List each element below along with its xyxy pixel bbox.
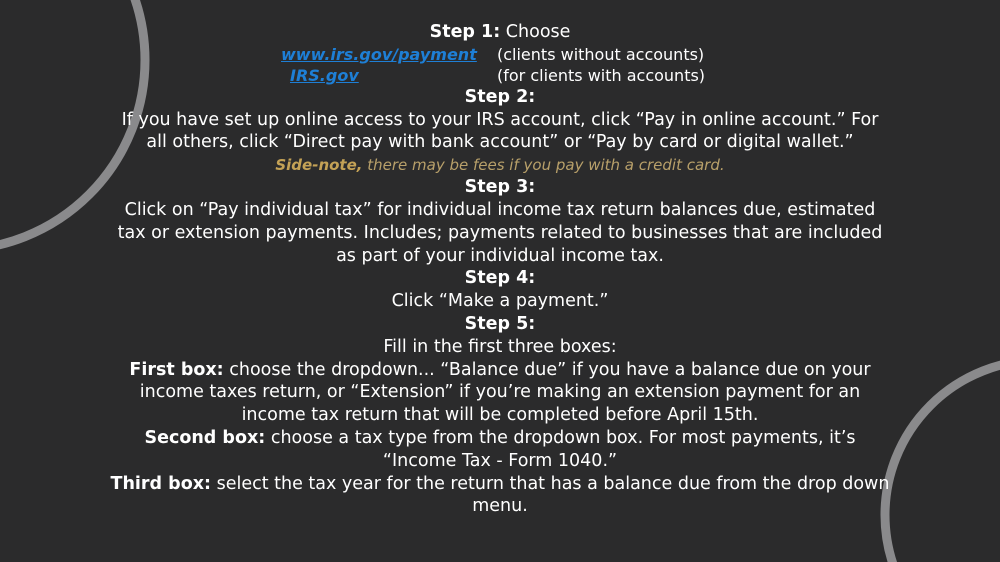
step4-text: Click “Make a payment.” (391, 291, 609, 312)
irs-payment-link[interactable]: www.irs.gov/payment (281, 44, 477, 64)
side-note-text: there may be fees if you pay with a credit card. (362, 156, 725, 175)
second-box-label: Second box: (144, 427, 266, 448)
step4-label: Step 4: (464, 268, 536, 289)
step5-text: Fill in the first three boxes: (383, 336, 617, 357)
step3-text: Click on “Pay individual tax” for individual income tax return balances due, estimated tax or extension payments. Includes; payments related to businesses that are included as part of your individual income tax. (117, 199, 883, 266)
step1-label: Step 1: (429, 22, 501, 42)
third-box-label: Third box: (110, 473, 212, 494)
link-note-1: (clients without accounts) (497, 44, 705, 64)
first-box-text: choose the dropdown... “Balance due” if you have a balance due on your income taxes return, or “Extension” if you’re making an extension payment for an income tax return that will be completed before April 15th. (139, 359, 871, 426)
second-box-text: choose a tax type from the dropdown box. For most payments, it’s “Income Tax - Form 1040.” (265, 427, 856, 471)
side-note-label: Side-note, (275, 156, 363, 175)
step2-label: Step 2: (464, 86, 536, 107)
first-box-label: First box: (129, 359, 224, 380)
step3-label: Step 3: (464, 177, 536, 198)
instructions (0, 21, 1000, 518)
first-box-instruction (110, 359, 890, 427)
third-box-instruction (110, 473, 890, 519)
step1-heading (0, 21, 1000, 44)
step5-label: Step 5: (464, 313, 536, 334)
step1-text: Choose (500, 22, 571, 42)
step2-text: If you have set up online access to your IRS account, click “Pay in online account.” For all others, click “Direct pay with bank account” or “Pay by card or digital wallet.” (121, 109, 879, 153)
second-box-instruction (110, 427, 890, 473)
link-note-2: (for clients with accounts) (497, 65, 706, 85)
side-note (0, 154, 1000, 176)
irs-gov-link[interactable]: IRS.gov (290, 65, 359, 85)
link-row-1 (0, 44, 1000, 65)
third-box-text: select the tax year for the return that has a balance due from the drop down menu. (211, 473, 890, 517)
link-row-2 (0, 65, 1000, 86)
